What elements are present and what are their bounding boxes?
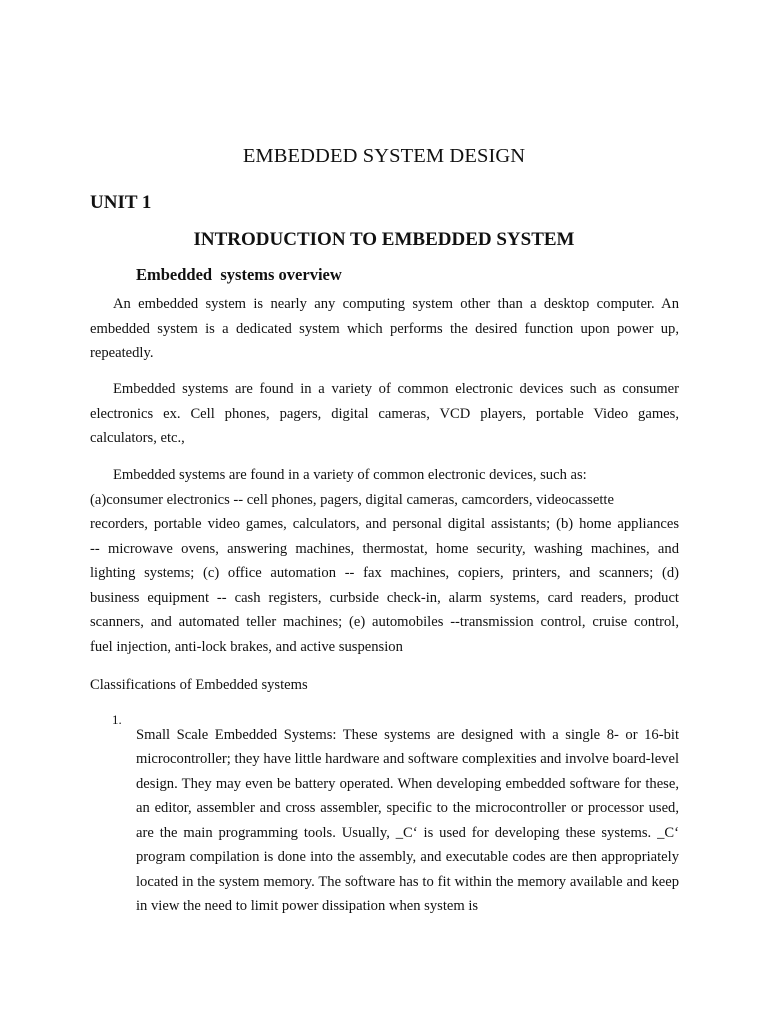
chapter-heading: INTRODUCTION TO EMBEDDED SYSTEM <box>193 229 575 250</box>
paragraph-line: lighting systems; (c) office automation -- fax machines, copiers, printers, and scanners; (d) <box>90 565 679 581</box>
classifications-label: Classifications of Embedded systems <box>90 677 308 693</box>
paragraph-line: business equipment -- cash registers, curbside check-in, alarm systems, card readers, product <box>90 589 679 606</box>
paragraph-device-categories <box>90 463 679 659</box>
paragraph-line: Embedded systems are found in a variety of common electronic devices, such as: <box>113 467 587 483</box>
section-heading: Embedded systems overview <box>136 265 342 284</box>
unit-heading: UNIT 1 <box>90 192 152 213</box>
list-marker: 1. <box>112 712 122 727</box>
list-item <box>90 708 679 933</box>
document-title: EMBEDDED SYSTEM DESIGN <box>242 145 526 167</box>
paragraph-line: scanners, and automated teller machines; (e) automobiles --transmission control, cruise control, <box>90 614 679 630</box>
paragraph-line: -- microwave ovens, answering machines, thermostat, home security, washing machines, and <box>90 540 679 557</box>
paragraph-line: recorders, portable video games, calculators, and personal digital assistants; (b) home appliances <box>90 516 679 532</box>
list-item-text: Small Scale Embedded Systems: These systems are designed with a single 8- or 16-bit microcontroller; they have little hardware and software complexities and involve board-level design. They may even be battery operated. When developing embedded software for these, an editor, assembler and cross assembler, specific to the microcontroller or processor used, are the main programming tools. Usually, _C‘ is used for developing these systems. _C‘ program compilation is done into the assembly, and executable codes are then appropriately located in the system memory. The software has to fit within the memory available and keep in view the need to limit power dissipation when system is <box>136 726 679 915</box>
paragraph-line: fuel injection, anti-lock brakes, and active suspension <box>90 638 403 655</box>
paragraph-devices: Embedded systems are found in a variety of common electronic devices such as consumer electronics ex. Cell phones, pagers, digital cameras, VCD players, portable Video games, calculators, etc., <box>90 381 679 446</box>
paragraph-line: (a)consumer electronics -- cell phones, pagers, digital cameras, camcorders, videocassette <box>90 491 614 508</box>
paragraph-overview: An embedded system is nearly any computing system other than a desktop computer. An embedded system is a dedicated system which performs the desired function upon power up, repeatedly. <box>90 296 679 361</box>
